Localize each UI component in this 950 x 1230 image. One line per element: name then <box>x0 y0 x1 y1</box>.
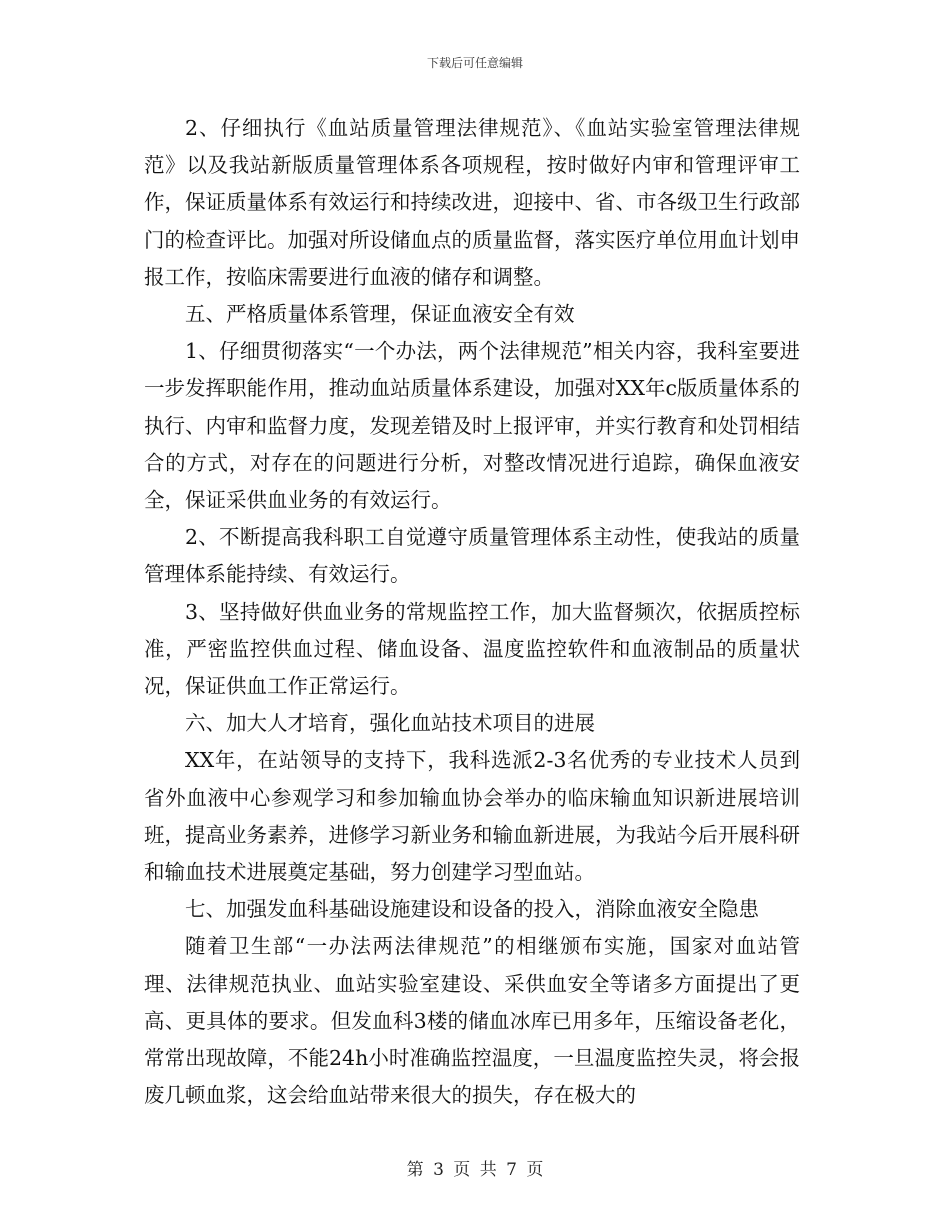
page-label-prefix: 第 <box>406 1160 424 1180</box>
document-body <box>144 110 800 1114</box>
page-footer <box>0 1155 950 1180</box>
page-label-total-prefix: 共 <box>479 1160 497 1180</box>
page-label-suffix: 页 <box>526 1160 544 1180</box>
paragraph-item-2-execution: 2、仔细执行《血站质量管理法律规范》、《血站实验室管理法律规范》以及我站新版质量管理体系各项规程，按时做好内审和管理评审工作，保证质量体系有效运行和持续改进，迎接中、省、市各级卫生行政部门的检查评比。加强对所设储血点的质量监督，落实医疗单位用血计划申报工作，按临床需要进行血液的储存和调整。 <box>144 116 800 289</box>
page-number-current: 3 <box>433 1160 444 1180</box>
section-heading-5: 五、严格质量体系管理，保证血液安全有效 <box>185 302 575 327</box>
section-heading-6: 六、加大人才培育，强化血站技术项目的进展 <box>185 711 595 736</box>
page-header: 下载后可任意编辑 <box>426 56 523 70</box>
section-heading-7: 七、加强发血科基础设施建设和设备的投入，消除血液安全隐患 <box>185 897 759 922</box>
paragraph-item-2-improvement: 2、不断提高我科职工自觉遵守质量管理体系主动性，使我站的质量管理体系能持续、有效运行。 <box>144 525 800 587</box>
page-number-total: 7 <box>506 1160 517 1180</box>
paragraph-item-1-implementation: 1、仔细贯彻落实“一个办法，两个法律规范”相关内容，我科室要进一步发挥职能作用，推动血站质量体系建设，加强对XX年c版质量体系的执行、内审和监督力度，发现差错及时上报评审，并实行教育和处罚相结合的方式，对存在的问题进行分析，对整改情况进行追踪，确保血液安全，保证采供血业务的有效运行。 <box>144 339 800 513</box>
paragraph-infrastructure: 随着卫生部“一办法两法律规范”的相继颁布实施，国家对血站管理、法律规范执业、血站实验室建设、采供血安全等诸多方面提出了更高、更具体的要求。但发血科3楼的储血冰库已用多年，压缩设备老化，常常出现故障，不能24h小时准确监控温度，一旦温度监控失灵，将会报废几顿血浆，这会给血站带来很大的损失，存在极大的 <box>144 934 800 1108</box>
page-label-mid: 页 <box>453 1160 471 1180</box>
paragraph-item-3-monitoring: 3、坚持做好供血业务的常规监控工作，加大监督频次，依据质控标准，严密监控供血过程、储血设备、温度监控软件和血液制品的质量状况，保证供血工作正常运行。 <box>144 599 800 699</box>
paragraph-training: XX年，在站领导的支持下，我科选派2-3名优秀的专业技术人员到省外血液中心参观学习和参加输血协会举办的临床输血知识新进展培训班，提高业务素养，进修学习新业务和输血新进展，为我站今后开展科研和输血技术进展奠定基础，努力创建学习型血站。 <box>144 748 800 885</box>
